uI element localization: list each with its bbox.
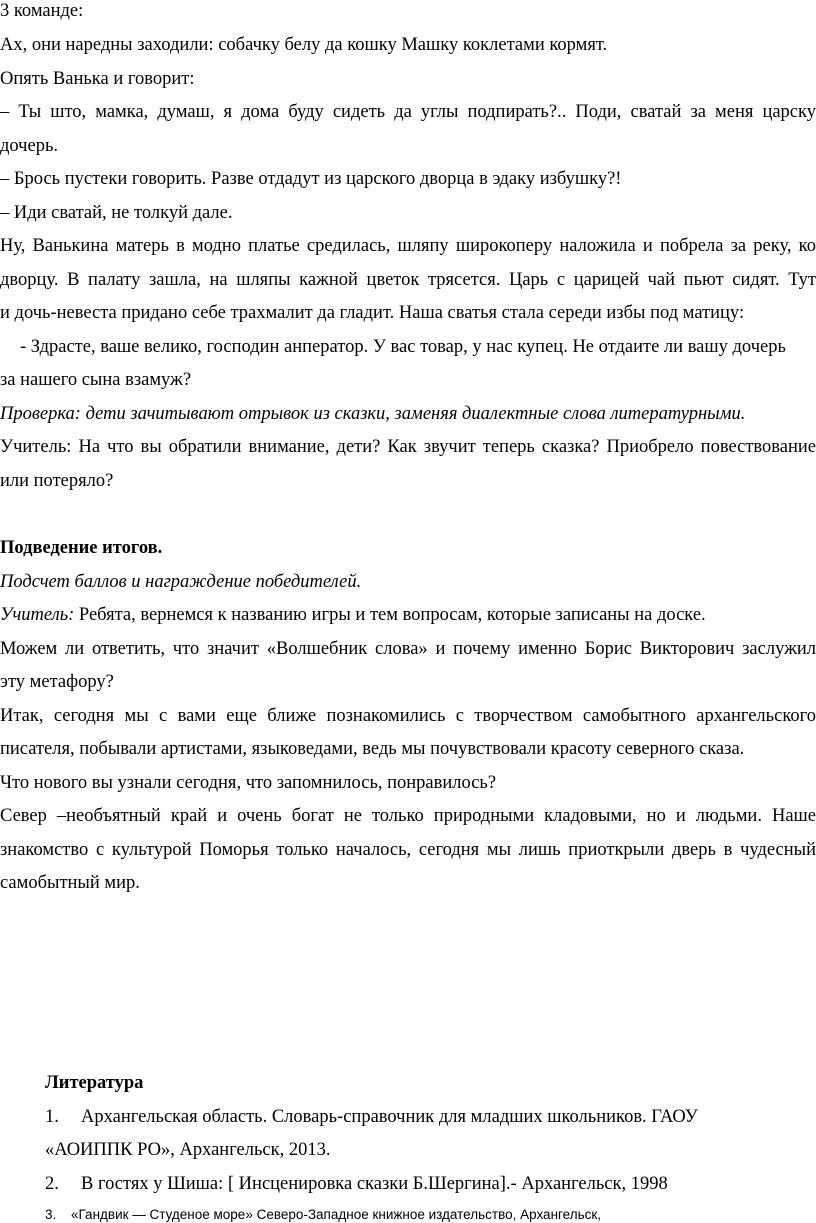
paragraph-line: Что нового вы узнали сегодня, что запомнилось, понравилось? [0, 773, 497, 793]
summary-subheading: Подсчет баллов и награждение победителей. [0, 572, 362, 592]
paragraph-line: – Ты што, мамка, думаш, я дома буду сидеть да углы подпирать?.. Поди, сватай за меня царску [0, 102, 816, 122]
paragraph-line: – Брось пустеки говорить. Разве отдадут из царского дворца в эдаку избушку?! [0, 169, 622, 189]
paragraph-line: Опять Ванька и говорит: [0, 69, 195, 89]
summary-heading: Подведение итогов. [0, 538, 163, 558]
paragraph-line: – Иди сватай, не толкуй дале. [0, 203, 233, 223]
paragraph-line: самобытный мир. [0, 873, 140, 893]
literature-item [45, 1106, 698, 1128]
literature-heading: Литература [45, 1073, 144, 1093]
paragraph-line: знакомство с культурой Поморья только началось, сегодня мы лишь приоткрыли дверь в чудесный [0, 840, 816, 860]
teacher-text: Ребята, вернемся к названию игры и тем вопросам, которые записаны на доске. [74, 605, 706, 625]
literature-text: «Гандвик — Студеное море» Северо-Западное книжное издательство, Архангельск, [71, 1207, 602, 1222]
paragraph-line: дворцу. В палату зашла, на шляпы кажной цветок трясется. Царь с царицей чай пьют сидят. Тут [0, 270, 816, 290]
paragraph-line: и дочь-невеста придано себе трахмалит да гладит. Наша сватья стала середи избы под матицу: [0, 303, 745, 323]
literature-number: 2. [45, 1174, 59, 1194]
literature-text: В гостях у Шиша: [ Инсценировка сказки Б.Шергина].- Архангельск, 1998 [81, 1174, 668, 1194]
paragraph-line: за нашего сына взамуж? [0, 370, 192, 390]
paragraph-line: дочерь. [0, 136, 59, 156]
paragraph-line: или потеряло? [0, 471, 114, 491]
literature-item-continuation: «АОИППК РО», Архангельск, 2013. [45, 1140, 331, 1160]
teacher-label: Учитель: [0, 605, 75, 625]
literature-item [45, 1173, 668, 1195]
paragraph-line: Ну, Ванькина матерь в модно платье средилась, шляпу широкоперу наложила и побрела за реку, ко [0, 236, 816, 256]
literature-number: 3. [45, 1207, 57, 1222]
paragraph-line: эту метафору? [0, 672, 114, 692]
literature-number: 1. [45, 1107, 59, 1127]
paragraph-line: Можем ли ответить, что значит «Волшебник слова» и почему именно Борис Викторович заслужил [0, 639, 816, 659]
paragraph-line: - Здрасте, ваше велико, господин анператор. У вас товар, у нас купец. Не отдаите ли вашу дочерь [20, 337, 786, 357]
check-note: Проверка: дети зачитывают отрывок из сказки, заменяя диалектные слова литературными. [0, 404, 746, 424]
paragraph-line: Учитель: На что вы обратили внимание, дети? Как звучит теперь сказка? Приобрело повествование [0, 437, 816, 457]
paragraph-line: Ах, они наредны заходили: собачку белу да кошку Машку коклетами кормят. [0, 35, 608, 55]
team-label: 3 команде: [0, 1, 84, 21]
teacher-line [0, 604, 706, 626]
paragraph-line: писателя, побывали артистами, языковедами, ведь мы почувствовали красоту северного сказа. [0, 739, 745, 759]
paragraph-line: Север –необъятный край и очень богат не только природными кладовыми, но и людьми. Наше [0, 806, 816, 826]
paragraph-line: Итак, сегодня мы с вами еще ближе познакомились с творчеством самобытного архангельского [0, 706, 816, 726]
literature-text: Архангельская область. Словарь-справочник для младших школьников. ГАОУ [81, 1107, 698, 1127]
literature-item [45, 1207, 601, 1223]
